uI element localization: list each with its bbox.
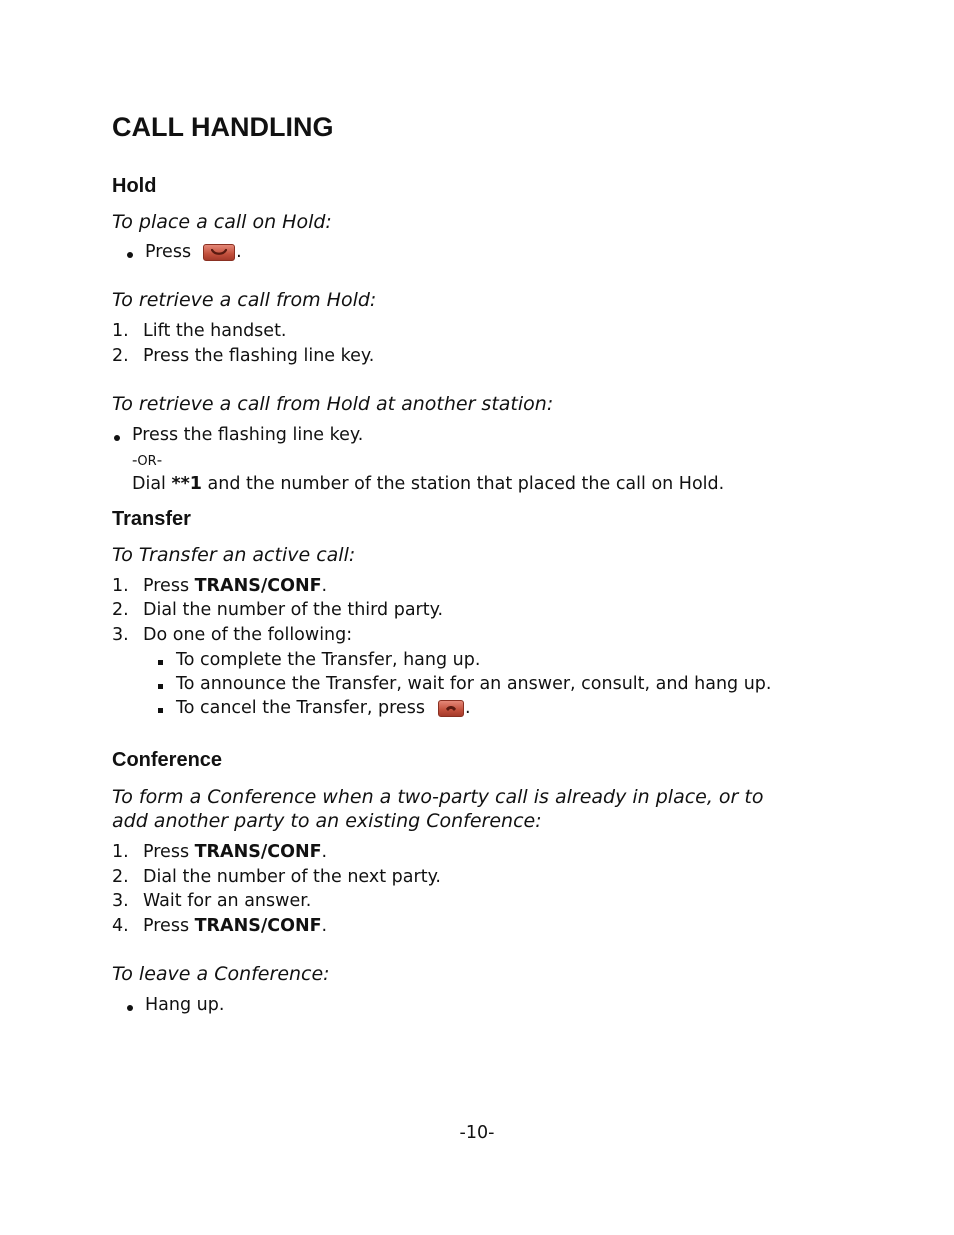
conference-leave-item: Hang up. [145,995,225,1015]
list-item [112,867,441,887]
option-text: To cancel the Transfer, press [176,698,425,718]
hold-dial-item [132,474,724,494]
transfer-heading: Transfer [112,508,191,530]
step-number: 4. [112,916,129,936]
list-item [112,576,327,596]
key-name: TRANS/CONF [194,916,322,936]
step-number: 1. [112,321,129,341]
key-name: TRANS/CONF [194,842,322,862]
step-number: 1. [112,842,129,862]
transfer-option [176,698,471,718]
period: . [321,842,328,862]
bullet-square [158,684,163,689]
step-text: Dial the number of the third party. [143,600,444,620]
list-item [112,321,287,341]
transfer-option: To announce the Transfer, wait for an answer, consult, and hang up. [176,674,772,694]
step-number: 2. [112,867,129,887]
step-text: Do one of the following: [143,625,353,645]
hold-other-station-subheading: To retrieve a call from Hold at another station: [112,393,554,415]
release-button-icon [438,700,464,717]
key-name: TRANS/CONF [194,576,322,596]
or-dash: - [156,451,163,469]
step-number: 1. [112,576,129,596]
list-item [112,891,311,911]
or-word: OR [137,454,157,469]
period: . [464,698,471,718]
conference-subheading-line: add another party to an existing Conference: [112,810,542,832]
list-item [112,842,327,862]
dial-code: **1 [171,474,202,494]
step-text: Press [143,842,195,862]
list-item [112,600,443,620]
page-title: CALL HANDLING [112,112,334,142]
step-text: Dial the number of the next party. [143,867,441,887]
list-item [112,625,352,645]
bullet-dot [114,435,120,441]
hold-press-item [145,242,242,262]
dial-text: and the number of the station that placed the call on Hold. [201,474,725,494]
conference-heading: Conference [112,749,223,771]
step-number: 3. [112,891,129,911]
or-dash: - [132,451,138,469]
hold-other-item: Press the flashing line key. [132,425,364,445]
conference-leave-subheading: To leave a Conference: [112,963,330,985]
hold-retrieve-subheading: To retrieve a call from Hold: [112,289,377,311]
period: . [236,242,242,262]
conference-subheading-line: To form a Conference when a two-party call is already in place, or to [112,786,764,808]
hold-place-subheading: To place a call on Hold: [112,211,332,233]
step-number: 3. [112,625,129,645]
hold-heading: Hold [112,175,157,197]
step-number: 2. [112,600,129,620]
step-text: Press [143,916,195,936]
step-text: Press the flashing line key. [143,346,375,366]
period: . [321,916,328,936]
step-number: 2. [112,346,129,366]
dial-text: Dial [132,474,172,494]
step-text: Lift the handset. [143,321,287,341]
press-text: Press [145,242,192,262]
list-item [112,346,374,366]
page-number: -10- [459,1123,495,1143]
transfer-subheading: To Transfer an active call: [112,544,356,566]
bullet-square [158,708,163,713]
bullet-square [158,660,163,665]
step-text: Press [143,576,195,596]
or-separator [132,451,162,469]
transfer-option: To complete the Transfer, hang up. [176,650,481,670]
list-item [112,916,327,936]
bullet-dot [127,252,133,258]
period: . [321,576,328,596]
step-text: Wait for an answer. [143,891,312,911]
hold-button-icon [203,244,235,261]
bullet-dot [127,1005,133,1011]
